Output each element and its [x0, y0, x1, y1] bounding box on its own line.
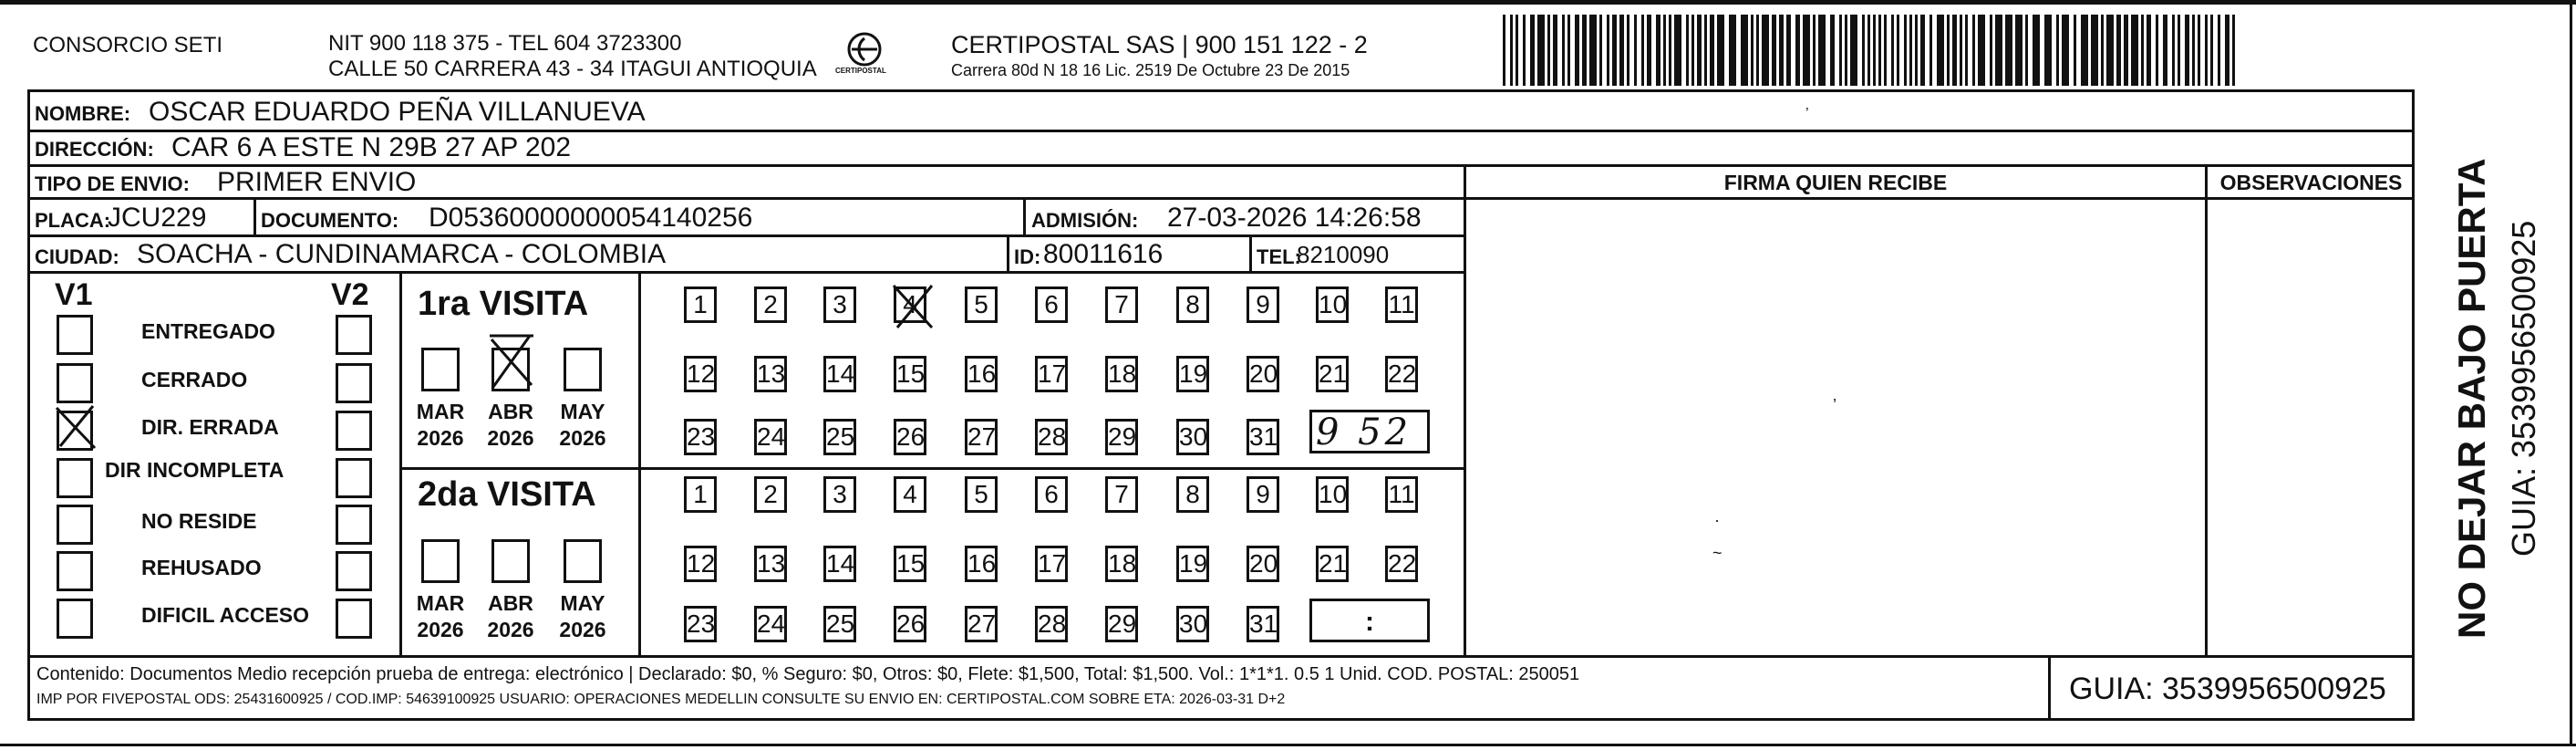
barcode-bar	[2192, 15, 2195, 86]
visita-2-time-box[interactable]	[1309, 599, 1430, 642]
day-box[interactable]: 16	[965, 356, 998, 392]
barcode-bar	[1669, 15, 1671, 86]
id-label: ID:	[1014, 245, 1041, 268]
month-label	[409, 590, 472, 643]
day-box[interactable]: 11	[1385, 286, 1418, 323]
barcode-bar	[2101, 15, 2104, 86]
logo-text: CERTIPOSTAL	[835, 67, 886, 75]
barcode-bar	[2074, 15, 2076, 86]
day-box[interactable]: 10	[1316, 476, 1349, 513]
day-box[interactable]: 14	[823, 356, 856, 392]
v2-checkbox[interactable]	[336, 599, 372, 639]
barcode-bar	[1547, 15, 1550, 86]
day-box[interactable]: 26	[894, 419, 926, 455]
day-box[interactable]: 4	[894, 286, 926, 323]
firma-header: FIRMA QUIEN RECIBE	[1723, 171, 1948, 194]
barcode-bar	[1990, 15, 1992, 86]
barcode-bar	[1553, 15, 1557, 86]
barcode-bar	[1972, 15, 1975, 86]
month-year: 2026	[417, 617, 464, 641]
month-checkbox-mar[interactable]	[421, 539, 460, 583]
day-box[interactable]: 18	[1105, 356, 1138, 392]
barcode-bar	[2163, 15, 2167, 86]
side-guia-text: GUIA: 3539956500925	[2505, 220, 2542, 557]
barcode-bar	[1717, 15, 1724, 86]
month-label	[409, 399, 472, 452]
v2-label: V2	[331, 277, 369, 312]
day-box[interactable]: 9	[1247, 476, 1279, 513]
status-label: REHUSADO	[141, 556, 262, 579]
day-box[interactable]: 13	[754, 356, 787, 392]
barcode-bar	[2091, 15, 2098, 86]
month-year: 2026	[559, 425, 606, 450]
barcode-bar	[2081, 15, 2088, 86]
nombre-label: NOMBRE:	[35, 102, 131, 125]
barcode-bar	[2232, 15, 2235, 86]
ciudad-value: SOACHA - CUNDINAMARCA - COLOMBIA	[137, 239, 667, 269]
v1-label: V1	[55, 277, 93, 312]
barcode-bar	[2178, 15, 2180, 86]
day-box[interactable]: 21	[1316, 356, 1349, 392]
v1-checkbox[interactable]	[57, 551, 93, 591]
barcode-bar	[1915, 15, 1918, 86]
month-label	[479, 399, 543, 452]
month-label	[479, 590, 543, 643]
barcode-bar	[1575, 15, 1579, 86]
day-box[interactable]: 15	[894, 546, 926, 582]
barcode	[1503, 13, 2241, 88]
day-box[interactable]: 3	[823, 476, 856, 513]
month-checkbox-abr[interactable]	[491, 348, 530, 391]
barcode-bar	[1995, 15, 2002, 86]
barcode-bar	[2205, 15, 2208, 86]
day-box[interactable]: 1	[684, 286, 717, 323]
day-box[interactable]: 27	[965, 606, 998, 642]
barcode-bar	[2156, 15, 2158, 86]
day-box[interactable]: 20	[1247, 546, 1279, 582]
documento-label: DOCUMENTO:	[261, 209, 399, 232]
ink-speck: ·	[1714, 511, 1720, 529]
barcode-bar	[1647, 15, 1651, 86]
day-box[interactable]: 2	[754, 476, 787, 513]
guia-box	[2048, 655, 2415, 721]
v2-checkbox[interactable]	[336, 315, 372, 355]
ink-speck: ’	[1833, 396, 1836, 414]
day-box[interactable]: 6	[1035, 286, 1068, 323]
status-label: CERRADO	[141, 368, 248, 391]
barcode-bar	[1607, 15, 1609, 86]
barcode-bar	[1729, 15, 1736, 86]
barcode-bar	[2062, 15, 2069, 86]
barcode-bar	[1772, 15, 1776, 86]
direccion-value: CAR 6 A ESTE N 29B 27 AP 202	[171, 132, 572, 162]
barcode-bar	[1686, 15, 1689, 86]
barcode-bar	[1960, 15, 1962, 86]
barcode-bar	[1786, 15, 1791, 86]
day-box[interactable]: 20	[1247, 356, 1279, 392]
barcode-bar	[1567, 15, 1570, 86]
barcode-bar	[2116, 15, 2121, 86]
placa-label: PLACA:	[35, 209, 111, 232]
visita-1-title: 1ra VISITA	[418, 285, 589, 323]
day-box[interactable]: 8	[1176, 476, 1209, 513]
contenido-line: Contenido: Documentos Medio recepción prueba de entrega: electrónico | Declarado: $0, % Seguro: $0, Otros: $0, Flete: $1,500, Total: $1,500. Vol.: 1*1*1. 0.5 1 Unid. COD. POSTAL: 250051	[36, 664, 1580, 684]
month-year: 2026	[559, 617, 606, 641]
visita-1-time-box[interactable]	[1309, 410, 1430, 453]
nombre-value: OSCAR EDUARDO PEÑA VILLANUEVA	[149, 97, 646, 127]
barcode-bar	[2198, 15, 2200, 86]
day-box[interactable]: 19	[1176, 546, 1209, 582]
barcode-bar	[1891, 15, 1894, 86]
month-year: 2026	[487, 617, 534, 641]
v1-checkbox[interactable]	[57, 411, 93, 451]
barcode-bar	[1909, 15, 1912, 86]
tel-value: 8210090	[1297, 241, 1390, 268]
v2-checkbox[interactable]	[336, 551, 372, 591]
day-box[interactable]: 14	[823, 546, 856, 582]
barcode-bar	[1537, 15, 1545, 86]
barcode-bar	[1641, 15, 1644, 86]
barcode-bar	[2131, 15, 2138, 86]
day-box[interactable]: 17	[1035, 356, 1068, 392]
day-box[interactable]: 28	[1035, 606, 1068, 642]
v1-checkbox[interactable]	[57, 458, 93, 498]
month-name: ABR	[488, 400, 533, 423]
ink-speck: ’	[1805, 106, 1809, 121]
day-box[interactable]: 23	[684, 419, 717, 455]
ciudad-label: CIUDAD:	[35, 245, 119, 268]
barcode-bar	[1952, 15, 1957, 86]
placa-value: JCU229	[108, 203, 207, 233]
admision-value: 27-03-2026 14:26:58	[1167, 203, 1422, 233]
id-value: 80011616	[1043, 239, 1164, 269]
v2-checkbox[interactable]	[336, 411, 372, 451]
side-guia	[2471, 173, 2542, 557]
month-name: ABR	[488, 591, 533, 615]
barcode-bar	[2172, 15, 2175, 86]
barcode-bar	[1599, 15, 1602, 86]
barcode-bar	[1530, 15, 1535, 86]
barcode-bar	[1920, 15, 1925, 86]
v1-checkbox[interactable]	[57, 363, 93, 403]
barcode-bar	[1582, 15, 1587, 86]
barcode-bar	[1850, 15, 1857, 86]
day-box[interactable]: 29	[1105, 606, 1138, 642]
barcode-bar	[2033, 15, 2040, 86]
carrier-license: Carrera 80d N 18 16 Lic. 2519 De Octubre 23 De 2015	[951, 61, 1350, 79]
day-box[interactable]: 30	[1176, 606, 1209, 642]
tipo-envio-value: PRIMER ENVIO	[217, 167, 417, 197]
day-box[interactable]: 4	[894, 476, 926, 513]
month-checkbox-abr[interactable]	[491, 539, 530, 583]
barcode-bar	[2005, 15, 2012, 86]
barcode-bar	[1830, 15, 1835, 86]
barcode-bar	[1813, 15, 1816, 86]
day-box[interactable]: 8	[1176, 286, 1209, 323]
barcode-bar	[1704, 15, 1707, 86]
side-warning	[2416, 128, 2493, 639]
barcode-bar	[1523, 15, 1526, 86]
barcode-bar	[2141, 15, 2144, 86]
day-box[interactable]: 5	[965, 286, 998, 323]
barcode-bar	[1663, 15, 1666, 86]
direccion-label: DIRECCIÓN:	[35, 138, 154, 161]
barcode-bar	[1656, 15, 1660, 86]
barcode-bar	[1965, 15, 1968, 86]
barcode-bar	[1516, 15, 1518, 86]
day-box[interactable]: 11	[1385, 476, 1418, 513]
guia-footer: GUIA: 3539956500925	[2069, 672, 2386, 706]
v2-checkbox[interactable]	[336, 458, 372, 498]
barcode-bar	[1562, 15, 1565, 86]
barcode-bar	[1697, 15, 1702, 86]
month-label	[551, 590, 615, 643]
month-checkbox-may[interactable]	[564, 539, 602, 583]
barcode-bar	[1634, 15, 1637, 86]
v1-checkbox[interactable]	[57, 315, 93, 355]
barcode-bar	[1904, 15, 1907, 86]
status-label: ENTREGADO	[141, 319, 275, 343]
barcode-bar	[1510, 15, 1513, 86]
visita-1-time: 9 52	[1316, 411, 1412, 453]
barcode-bar	[1612, 15, 1617, 86]
day-box[interactable]: 7	[1105, 476, 1138, 513]
day-box[interactable]: 18	[1105, 546, 1138, 582]
day-box[interactable]: 19	[1176, 356, 1209, 392]
carrier-name: CERTIPOSTAL SAS | 900 151 122 - 2	[951, 31, 1368, 58]
v2-checkbox[interactable]	[336, 505, 372, 545]
barcode-bar	[1741, 15, 1748, 86]
barcode-bar	[1897, 15, 1899, 86]
barcode-bar	[1929, 15, 1932, 86]
barcode-bar	[1873, 15, 1876, 86]
day-box[interactable]: 31	[1247, 419, 1279, 455]
day-box[interactable]: 10	[1316, 286, 1349, 323]
barcode-bar	[2225, 15, 2229, 86]
imp-line: IMP POR FIVEPOSTAL ODS: 25431600925 / COD.IMP: 54639100925 USUARIO: OPERACIONES MEDELLIN CONSULTE SU ENVIO EN: CERTIPOSTAL.COM SOBRE ETA: 2026-03-31 D+2	[36, 692, 1286, 707]
visita-2-title: 2da VISITA	[418, 475, 596, 514]
day-box[interactable]: 28	[1035, 419, 1068, 455]
barcode-bar	[2015, 15, 2023, 86]
barcode-bar	[2218, 15, 2220, 86]
day-box[interactable]: 27	[965, 419, 998, 455]
day-box[interactable]: 5	[965, 476, 998, 513]
day-box[interactable]: 12	[684, 546, 717, 582]
barcode-bar	[1978, 15, 1985, 86]
sender-address: CALLE 50 CARRERA 43 - 34 ITAGUI ANTIOQUIA	[328, 57, 817, 81]
company-name: CONSORCIO SETI	[33, 33, 223, 57]
barcode-bar	[1862, 15, 1865, 86]
barcode-bar	[1589, 15, 1597, 86]
day-box[interactable]: 25	[823, 419, 856, 455]
barcode-bar	[1710, 15, 1714, 86]
month-label	[551, 399, 615, 452]
certipostal-logo	[837, 27, 892, 82]
barcode-bar	[1878, 15, 1881, 86]
status-label: NO RESIDE	[141, 509, 257, 533]
day-box[interactable]: 24	[754, 606, 787, 642]
barcode-bar	[1779, 15, 1784, 86]
month-name: MAR	[416, 400, 465, 423]
barcode-bar	[1867, 15, 1870, 86]
month-checkbox-may[interactable]	[564, 348, 602, 391]
barcode-bar	[1937, 15, 1944, 86]
barcode-bar	[1674, 15, 1681, 86]
month-name: MAY	[560, 400, 605, 423]
day-box[interactable]: 22	[1385, 546, 1418, 582]
nit-line: NIT 900 118 375 - TEL 604 3723300	[328, 31, 682, 56]
month-name: MAR	[416, 591, 465, 615]
day-box[interactable]: 13	[754, 546, 787, 582]
day-box[interactable]: 17	[1035, 546, 1068, 582]
day-box[interactable]: 21	[1316, 546, 1349, 582]
documento-value: D05360000000054140256	[429, 203, 753, 233]
barcode-bar	[1803, 15, 1810, 86]
day-box[interactable]: 15	[894, 356, 926, 392]
observaciones-header: OBSERVACIONES	[2219, 171, 2403, 194]
day-box[interactable]: 9	[1247, 286, 1279, 323]
barcode-bar	[2147, 15, 2151, 86]
barcode-bar	[1751, 15, 1754, 86]
day-box[interactable]: 7	[1105, 286, 1138, 323]
day-box[interactable]: 22	[1385, 356, 1418, 392]
day-box[interactable]: 26	[894, 606, 926, 642]
day-box[interactable]: 29	[1105, 419, 1138, 455]
barcode-bar	[2056, 15, 2059, 86]
day-box[interactable]: 6	[1035, 476, 1068, 513]
tel-label: TEL:	[1257, 245, 1301, 268]
barcode-image	[1503, 13, 2241, 88]
day-box[interactable]: 23	[684, 606, 717, 642]
v2-checkbox[interactable]	[336, 363, 372, 403]
tipo-envio-label: TIPO DE ENVIO:	[35, 172, 190, 195]
status-label: DIFICIL ACCESO	[141, 603, 310, 627]
status-label: DIR. ERRADA	[141, 415, 279, 439]
day-box[interactable]: 1	[684, 476, 717, 513]
month-checkbox-mar[interactable]	[421, 348, 460, 391]
month-year: 2026	[417, 425, 464, 450]
barcode-bar	[1818, 15, 1826, 86]
day-box[interactable]: 31	[1247, 606, 1279, 642]
barcode-bar	[1762, 15, 1769, 86]
barcode-bar	[1627, 15, 1629, 86]
day-box[interactable]: 25	[823, 606, 856, 642]
barcode-bar	[1884, 15, 1887, 86]
barcode-bar	[2106, 15, 2114, 86]
v1-checkbox[interactable]	[57, 505, 93, 545]
no-dejar-bajo-puerta: NO DEJAR BAJO PUERTA	[2450, 158, 2493, 639]
barcode-bar	[2210, 15, 2213, 86]
barcode-bar	[2124, 15, 2128, 86]
day-box[interactable]: 2	[754, 286, 787, 323]
v1-checkbox[interactable]	[57, 599, 93, 639]
barcode-bar	[1619, 15, 1624, 86]
barcode-bar	[1845, 15, 1847, 86]
barcode-bar	[2044, 15, 2052, 86]
barcode-bar	[2025, 15, 2028, 86]
barcode-bar	[1839, 15, 1842, 86]
admision-label: ADMISIÓN:	[1031, 209, 1139, 232]
visita-2-time-placeholder: :	[1365, 607, 1374, 637]
month-year: 2026	[487, 425, 534, 450]
day-box[interactable]: 3	[823, 286, 856, 323]
day-box[interactable]: 24	[754, 419, 787, 455]
barcode-bar	[1795, 15, 1800, 86]
status-label: DIR INCOMPLETA	[105, 458, 284, 482]
barcode-bar	[1947, 15, 1950, 86]
day-box[interactable]: 30	[1176, 419, 1209, 455]
ink-speck: ~	[1712, 544, 1723, 562]
barcode-bar	[1756, 15, 1759, 86]
barcode-bar	[1503, 15, 1505, 86]
barcode-bar	[1691, 15, 1694, 86]
day-box[interactable]: 16	[965, 546, 998, 582]
month-name: MAY	[560, 591, 605, 615]
barcode-bar	[2185, 15, 2189, 86]
day-box[interactable]: 12	[684, 356, 717, 392]
